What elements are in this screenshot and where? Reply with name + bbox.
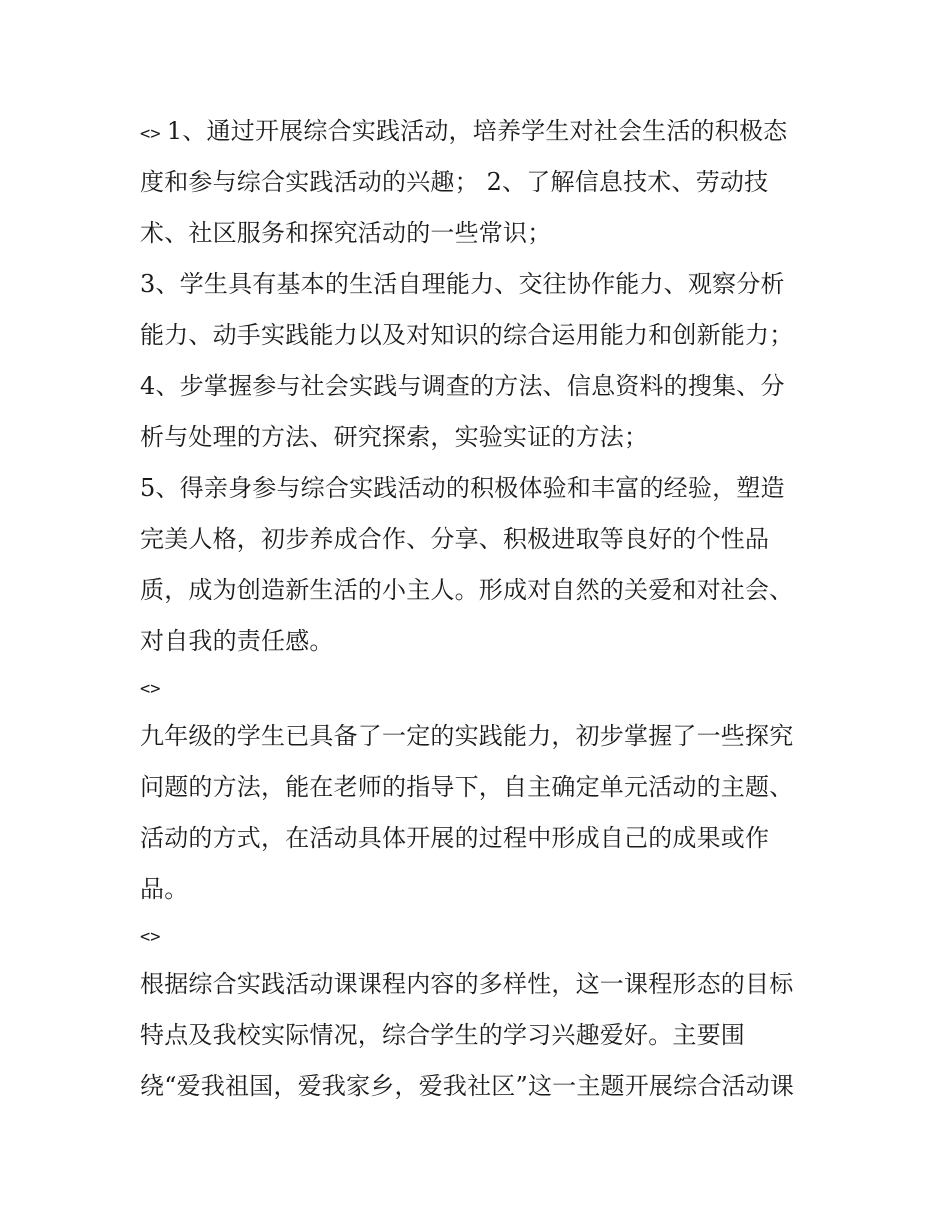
goals-line-9: 完美人格，初步养成合作、分享、积极进取等良好的个性品: [140, 525, 770, 553]
goals-line-4: 3、学生具有基本的生活自理能力、交往协作能力、观察分析: [140, 270, 785, 298]
students-section-marker: <>: [140, 679, 161, 699]
content-section-marker: <>: [140, 927, 161, 947]
goals-line-10: 质，成为创造新生活的小主人。形成对自然的关爱和对社会、: [140, 576, 794, 604]
content-line-1: 根据综合实践活动课课程内容的多样性，这一课程形态的目标: [140, 970, 794, 998]
goals-line-1: [140, 106, 820, 157]
section-marker: <>: [140, 124, 161, 144]
goals-line-5: 能力、动手实践能力以及对知识的综合运用能力和创新能力；: [140, 321, 794, 349]
goals-line-6: 4、步掌握参与社会实践与调查的方法、信息资料的搜集、分: [140, 372, 785, 400]
goals-line-7: 析与处理的方法、研究探索，实验实证的方法；: [140, 423, 649, 451]
students-line-4: 品。: [140, 875, 189, 903]
students-line-2: 问题的方法，能在老师的指导下，自主确定单元活动的主题、: [140, 773, 794, 801]
document-body: [140, 106, 820, 1112]
goals-text-1: 1、通过开展综合实践活动，培养学生对社会生活的积极态: [166, 117, 788, 145]
students-line-1: 九年级的学生已具备了一定的实践能力，初步掌握了一些探究: [140, 722, 794, 750]
content-line-3: 绕“爱我祖国，爱我家乡，爱我社区”这一主题开展综合活动课: [140, 1072, 795, 1100]
goals-line-3: 术、社区服务和探究活动的一些常识；: [140, 219, 552, 247]
goals-line-8: 5、得亲身参与综合实践活动的积极体验和丰富的经验，塑造: [140, 474, 785, 502]
goals-line-2: 度和参与综合实践活动的兴趣； 2、了解信息技术、劳动技: [140, 168, 769, 196]
content-line-2: 特点及我校实际情况，综合学生的学习兴趣爱好。主要围: [140, 1021, 745, 1049]
goals-line-11: 对自我的责任感。: [140, 627, 334, 655]
students-line-3: 活动的方式，在活动具体开展的过程中形成自己的成果或作: [140, 824, 770, 852]
